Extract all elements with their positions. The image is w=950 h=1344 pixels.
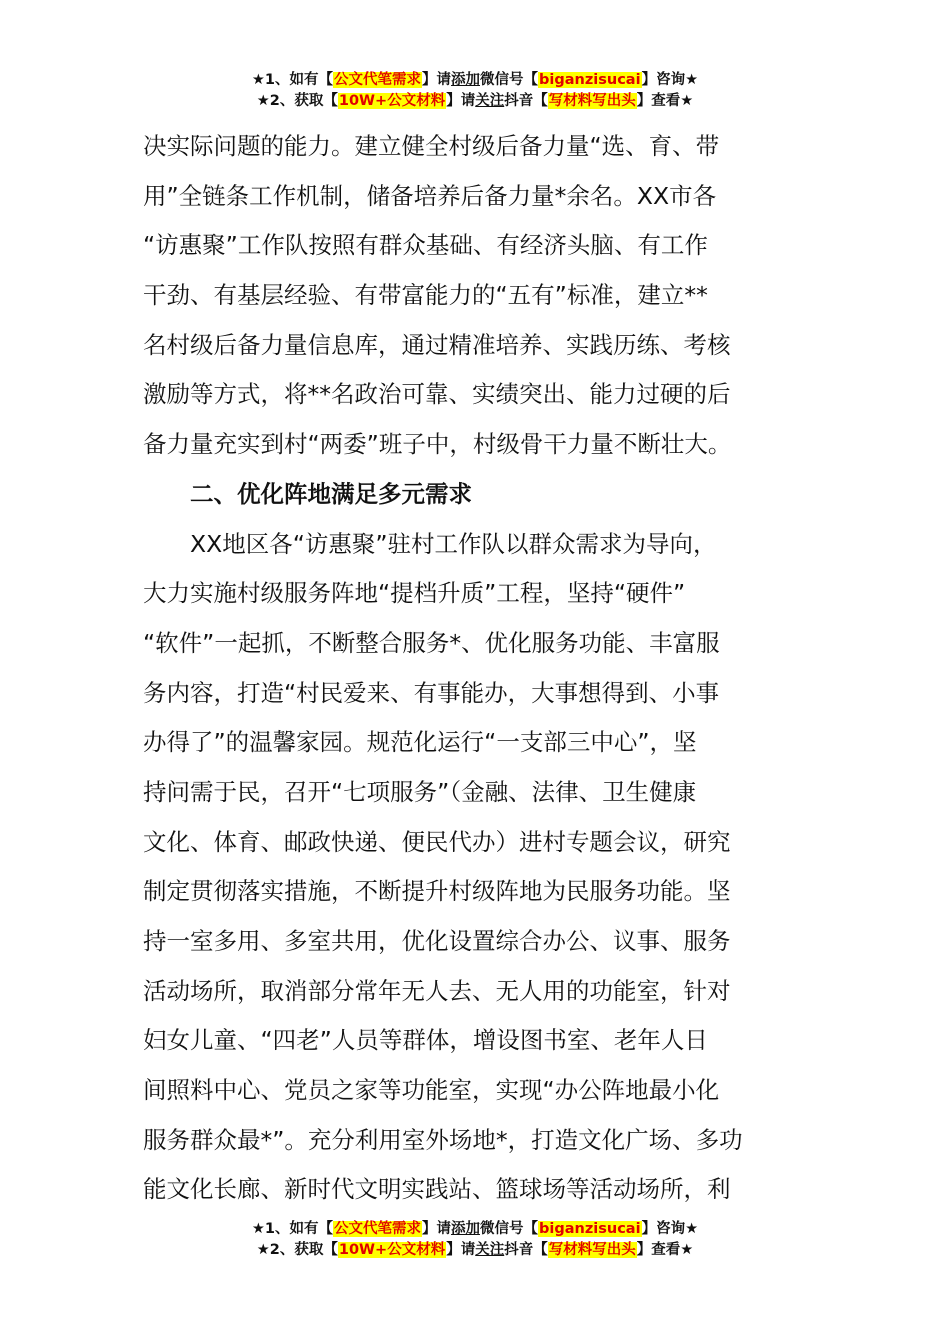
banner-text: ★2、获取【 xyxy=(256,1242,338,1258)
banner-text: ★1、如有【 xyxy=(251,72,334,88)
banner-line-1 xyxy=(0,1219,950,1240)
body-line: 用”全链条工作机制，储备培养后备力量*余名。XX市各 xyxy=(143,181,717,210)
body-line: 能文化长廊、新时代文明实践站、篮球场等活动场所，利 xyxy=(143,1175,731,1204)
body-line: 持问需于民，召开“七项服务”（金融、法律、卫生健康 xyxy=(143,777,697,806)
banner-text: 微信号【 xyxy=(480,72,539,88)
document-body xyxy=(143,122,808,1215)
body-line: 间照料中心、党员之家等功能室，实现“办公阵地最小化 xyxy=(143,1076,720,1105)
banner-text: 】咨询★ xyxy=(641,1221,699,1237)
body-line: 制定贯彻落实措施，不断提升村级阵地为民服务功能。坚 xyxy=(143,877,731,906)
banner-line-2 xyxy=(0,91,950,112)
body-line: 务内容，打造“村民爱来、有事能办，大事想得到、小事 xyxy=(143,678,720,707)
body-line: XX地区各“访惠聚”驻村工作队以群众需求为导向， xyxy=(190,529,717,558)
body-line: 妇女儿童、“四老”人员等群体，增设图书室、老年人日 xyxy=(143,1026,708,1055)
banner-text: 】请 xyxy=(446,1242,476,1258)
banner-text: 抖音【 xyxy=(504,1242,548,1258)
banner-text: 】请 xyxy=(422,72,452,88)
body-line: 名村级后备力量信息库，通过精准培养、实践历练、考核 xyxy=(143,330,731,359)
body-line: “软件”一起抓，不断整合服务*、优化服务功能、丰富服 xyxy=(143,628,720,657)
banner-line-1 xyxy=(0,70,950,91)
banner-text: 】查看★ xyxy=(636,1242,694,1258)
banner-underline: 添加 xyxy=(451,72,481,88)
banner-text: ★2、获取【 xyxy=(256,93,338,109)
banner-highlight: 公文代笔需求 xyxy=(334,72,422,88)
body-line: 激励等方式，将**名政治可靠、实绩突出、能力过硬的后 xyxy=(143,380,731,409)
banner-text: 】请 xyxy=(446,93,476,109)
body-line: 办得了”的温馨家园。规范化运行“一支部三中心”，坚 xyxy=(143,728,697,757)
banner-highlight: 写材料写出头 xyxy=(548,1242,636,1258)
banner-text: 】请 xyxy=(422,1221,452,1237)
banner-text: 】查看★ xyxy=(636,93,694,109)
body-line: 持一室多用、多室共用，优化设置综合办公、议事、服务 xyxy=(143,927,731,955)
banner-text: 抖音【 xyxy=(504,93,548,109)
banner-highlight: 10W+公文材料 xyxy=(338,93,446,109)
banner-highlight: 写材料写出头 xyxy=(548,93,636,109)
body-line: 备力量充实到村“两委”班子中，村级骨干力量不断壮大。 xyxy=(143,430,732,459)
banner-line-2 xyxy=(0,1240,950,1261)
banner-text: 】咨询★ xyxy=(641,72,699,88)
footer-banner xyxy=(0,1219,950,1261)
banner-highlight: 10W+公文材料 xyxy=(338,1242,446,1258)
banner-text: 微信号【 xyxy=(480,1221,539,1237)
banner-highlight: biganzisucai xyxy=(539,72,641,88)
banner-highlight: 公文代笔需求 xyxy=(334,1221,422,1237)
body-line: 决实际问题的能力。建立健全村级后备力量“选、育、带 xyxy=(143,132,720,160)
section-heading: 二、优化阵地满足多元需求 xyxy=(190,479,472,508)
banner-underline: 关注 xyxy=(475,93,505,109)
body-line: 干劲、有基层经验、有带富能力的“五有”标准，建立** xyxy=(143,281,708,310)
header-banner xyxy=(0,70,950,112)
banner-highlight: biganzisucai xyxy=(539,1221,641,1237)
banner-underline: 关注 xyxy=(475,1242,505,1258)
banner-underline: 添加 xyxy=(451,1221,481,1237)
body-line: 服务群众最*”。充分利用室外场地*，打造文化广场、多功 xyxy=(143,1125,743,1154)
body-line: 文化、体育、邮政快递、便民代办）进村专题会议，研究 xyxy=(143,827,731,856)
body-line: “访惠聚”工作队按照有群众基础、有经济头脑、有工作 xyxy=(143,231,708,260)
banner-text: ★1、如有【 xyxy=(251,1221,334,1237)
body-line: 活动场所，取消部分常年无人去、无人用的功能室，针对 xyxy=(143,976,731,1005)
body-line: 大力实施村级服务阵地“提档升质”工程，坚持“硬件” xyxy=(143,579,686,608)
